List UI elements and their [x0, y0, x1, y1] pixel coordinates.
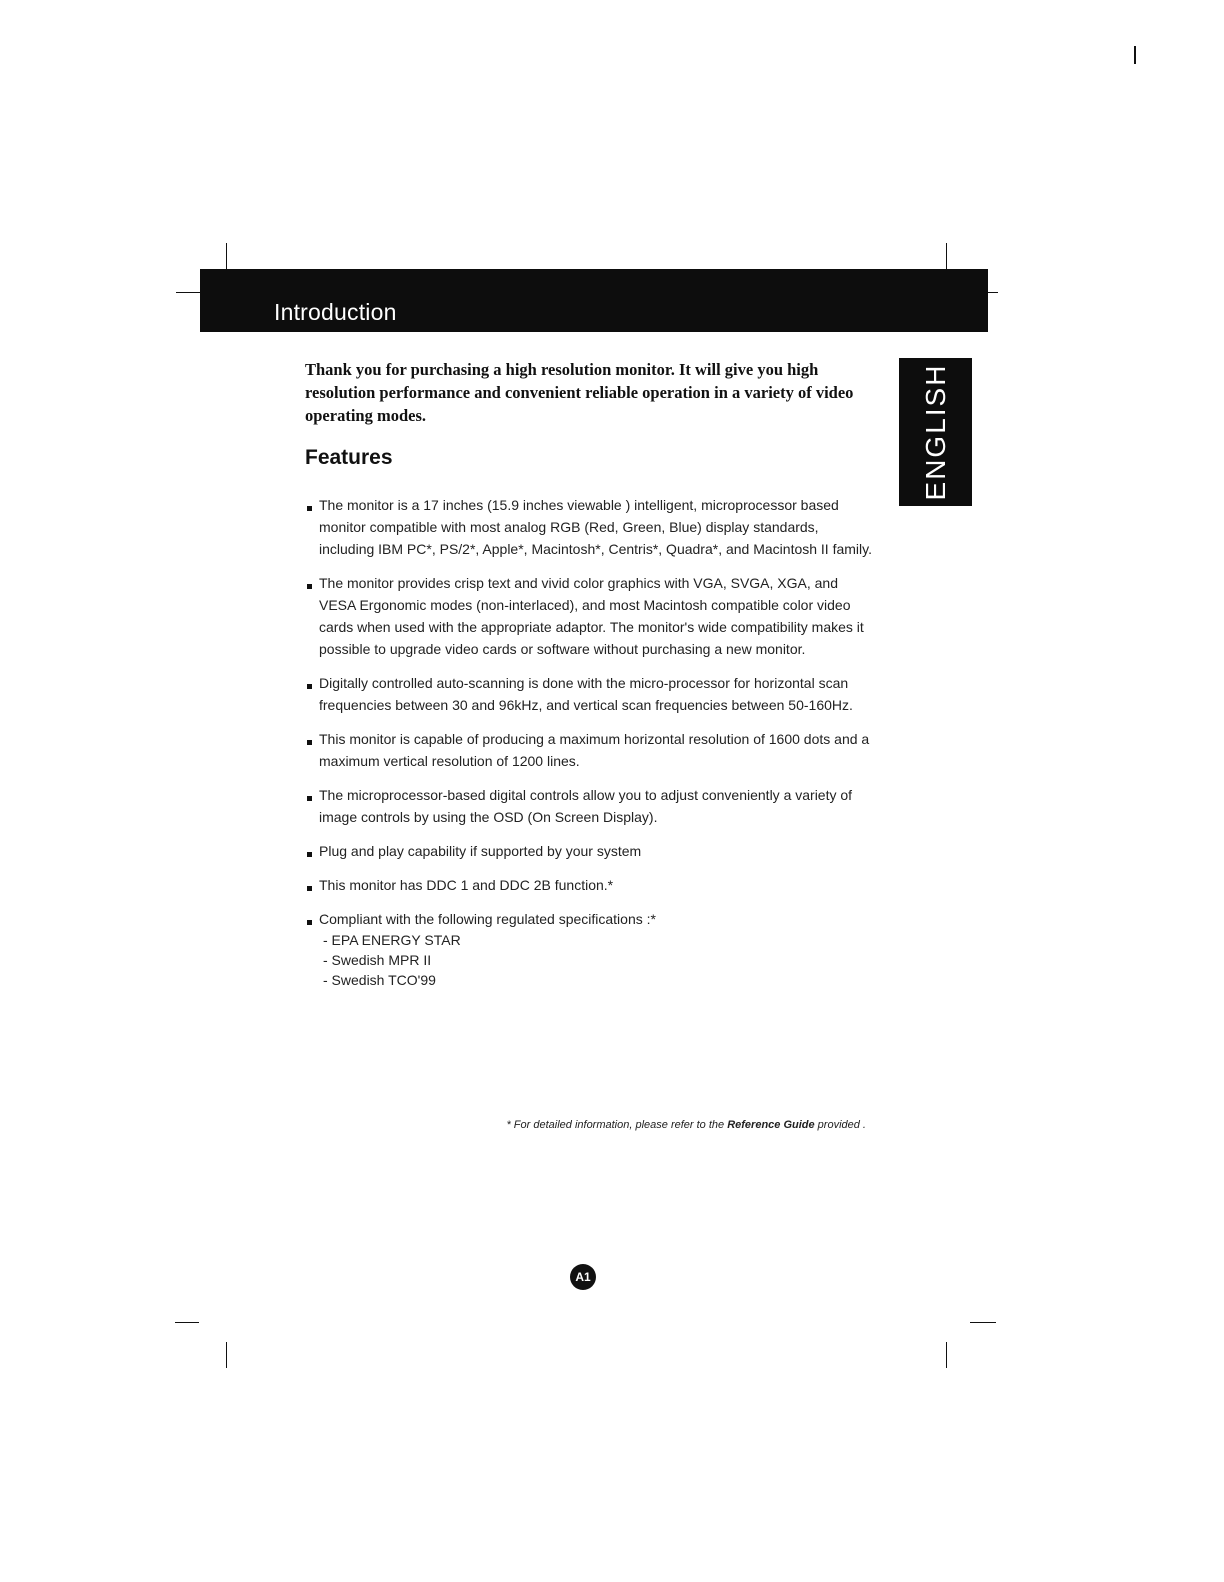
- feature-item: This monitor is capable of producing a maximum horizontal resolution of 1600 dots and a maximum vertical resolution of 1200 lines.: [305, 728, 875, 772]
- section-title: Introduction: [274, 299, 397, 325]
- spec-item: - Swedish MPR II: [323, 952, 432, 968]
- features-heading: Features: [305, 446, 393, 469]
- feature-item: Plug and play capability if supported by your system: [305, 840, 875, 862]
- feature-item: The monitor is a 17 inches (15.9 inches viewable ) intelligent, microprocessor based monitor compatible with most analog RGB (Red, Green, Blue) display standards, including IBM PC*, PS/2*, Apple*, Macintosh*, Centris*, Quadra*, and Macintosh II family.: [305, 494, 875, 560]
- feature-item: The monitor provides crisp text and vivid color graphics with VGA, SVGA, XGA, and VESA Ergonomic modes (non-interlaced), and most Macintosh compatible color video cards when used with the appropriate adaptor. The monitor's wide compatibility makes it possible to upgrade video cards or software without purchasing a new monitor.: [305, 572, 875, 660]
- spec-item: - Swedish TCO'99: [323, 972, 436, 988]
- footnote: [506, 1119, 866, 1131]
- footnote-prefix: * For detailed information, please refer to the: [506, 1119, 728, 1131]
- footnote-reference: Reference Guide: [727, 1119, 815, 1131]
- features-list: [305, 494, 875, 990]
- crop-mark: [1134, 46, 1136, 64]
- feature-item-compliance: [305, 908, 875, 990]
- crop-mark: [988, 292, 998, 293]
- crop-mark: [176, 292, 200, 293]
- crop-mark: [226, 1342, 227, 1368]
- feature-item-text: Compliant with the following regulated specifications :*: [319, 911, 656, 927]
- crop-mark: [946, 1342, 947, 1368]
- crop-mark: [175, 1322, 199, 1323]
- section-header-bar: [200, 269, 988, 332]
- feature-item: The microprocessor-based digital controls allow you to adjust conveniently a variety of image controls by using the OSD (On Screen Display).: [305, 784, 875, 828]
- feature-item: Digitally controlled auto-scanning is done with the micro-processor for horizontal scan frequencies between 30 and 96kHz, and vertical scan frequencies between 50-160Hz.: [305, 672, 875, 716]
- spec-item: - EPA ENERGY STAR: [323, 932, 461, 948]
- crop-mark: [970, 1322, 996, 1323]
- crop-mark: [226, 243, 227, 269]
- footnote-suffix: provided .: [814, 1119, 866, 1131]
- crop-mark: [946, 243, 947, 269]
- feature-item: This monitor has DDC 1 and DDC 2B function.*: [305, 874, 875, 896]
- language-label: ENGLISH: [919, 363, 951, 501]
- spec-list: [319, 930, 875, 990]
- intro-paragraph: Thank you for purchasing a high resolution monitor. It will give you high resolution performance and convenient reliable operation in a variety of video operating modes.: [305, 360, 854, 425]
- language-tab: [899, 358, 972, 506]
- page-number-badge: A1: [570, 1264, 596, 1290]
